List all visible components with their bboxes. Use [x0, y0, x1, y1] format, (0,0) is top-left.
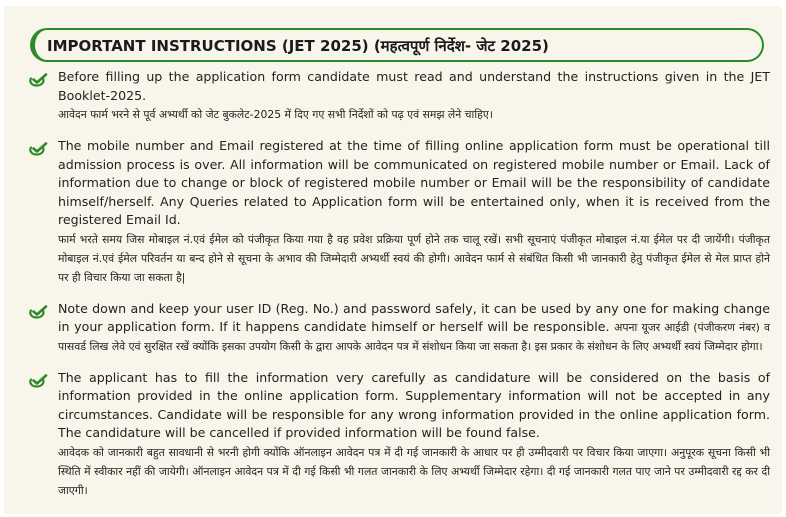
instruction-english: The applicant has to fill the information very carefully as candidature will be considered on the basis of information provided in the online application form. Supplementary information will not be accepted in any circumstances. Candidate will be responsible for any wrong information provided in the online application form. The candidature will be cancelled if provided information will be found false. — [58, 369, 770, 440]
page-title: IMPORTANT INSTRUCTIONS (JET 2025) (महत्वपूर्ण निर्देश- जेट 2025) — [47, 37, 549, 55]
instruction-list — [28, 68, 770, 513]
list-item — [28, 68, 770, 124]
check-circle-icon — [28, 374, 48, 388]
instruction-hindi: आवेदन फार्म भरने से पूर्व अभ्यर्थी को जेट बुकलेट-2025 में दिए गए सभी निर्देशों को पढ़ एवं समझ लेने चाहिए। — [58, 108, 493, 121]
instruction-hindi: आवेदक को जानकारी बहुत सावधानी से भरनी होगी क्योंकि ऑनलाइन आवेदन पत्र में दी गई जानकारी के आधार पर ही उम्मीदवारी पर विचार किया जाएगा। अनुपूरक सूचना किसी भी स्थिति में स्वीकार नहीं की जायेगी। ऑनलाइन आवेदन पत्र में दी गई किसी भी गलत जानकारी के लिए अभ्यर्थी जिम्मेदार रहेगा। दी गई जानकारी गलत पाए जाने पर उम्मीदवारी रद्द कर दी जाएगी। — [58, 445, 770, 497]
instruction-hindi: अपना यूजर आईडी (पंजीकरण नंबर) व पासवर्ड लिख लेवे एवं सुरक्षित रखें क्योंकि इसका उपयोग किसी के द्वारा आपके आवेदन पत्र में संशोधन किया जा सकता है। इस प्रकार के संशोधन के लिए अभ्यर्थी स्वयं जिम्मेदार होगा। — [58, 320, 770, 353]
instruction-english: The mobile number and Email registered at the time of filling online application form must be operational till admission process is over. All information will be communicated on registered mobile number or Email. Lack of information due to change or block of registered mobile number or Email will be the responsibility of candidate himself/herself. Any Queries related to Application form will be entertained only, when it is received from the registered Email Id. — [58, 138, 770, 227]
instruction-english: Note down and keep your user ID (Reg. No.) and password safely, it can be used by any one for making change in your application form. If it happens candidate himself or herself will be responsible. — [58, 300, 770, 334]
list-item — [28, 300, 770, 356]
list-item — [28, 369, 770, 500]
check-circle-icon — [28, 73, 48, 87]
title-box — [30, 28, 764, 62]
instruction-mixed — [58, 300, 770, 356]
instruction-english: Before filling up the application form candidate must read and understand the instructions given in the JET Booklet-2025. — [58, 69, 770, 103]
check-circle-icon — [28, 305, 48, 319]
instruction-hindi: फार्म भरते समय जिस मोबाइल नं.एवं ईमेल को पंजीकृत किया गया है वह प्रवेश प्रक्रिया पूर्ण होने तक चालू रखें। सभी सूचनाएं पंजीकृत मोबाइल नं.या ईमेल पर दी जायेंगी। पंजीकृत मोबाइल नं.एवं ईमेल परिवर्तन या बन्द होने से सूचना के अभाव की जिम्मेदारी अभ्यर्थी स्वयं की होगी। आवेदन फार्म से संबंधित किसी भी जानकारी हेतु पंजीकृत ईमेल से मेल प्राप्त होने पर ही विचार किया जा सकता है| — [58, 232, 770, 284]
instructions-panel — [4, 6, 782, 514]
list-item — [28, 137, 770, 287]
check-circle-icon — [28, 142, 48, 156]
